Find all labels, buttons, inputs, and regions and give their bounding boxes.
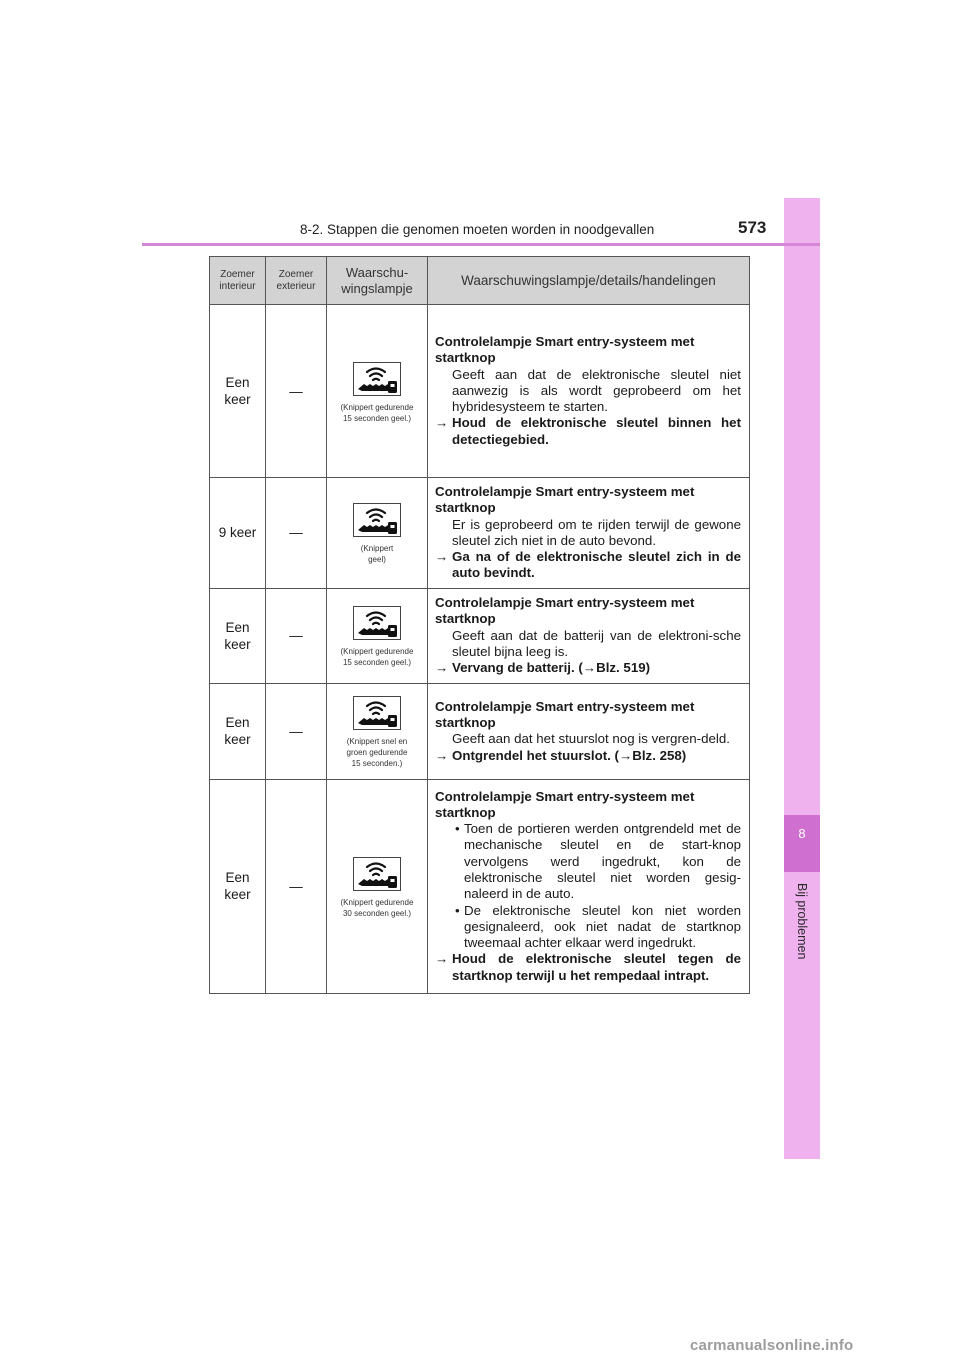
smart-key-indicator-icon: [353, 857, 401, 891]
details-cell: Controlelampje Smart entry-systeem met startknop • Toen de portieren werden ontgrendeld met de mechanische sleutel en de start-knop vervolgens werd ingedrukt, kon de elektronische sleutel niet worden gesig-naleerd in de auto. • De elektronische sleutel kon niet worden gesignaleerd, ook niet nadat de startknop tweemaal achter elkaar werd ingedrukt. → Houd de elektronische sleutel tegen de startknop terwijl u het rempedaal intrapt.: [428, 779, 750, 993]
table-row: [210, 588, 750, 683]
chapter-label: Bij problemen: [795, 883, 809, 960]
table-row: [210, 779, 750, 993]
interior-buzzer-cell: 9 keer: [210, 478, 266, 589]
exterior-buzzer-cell: —: [266, 683, 327, 779]
action-text: → Vervang de batterij. (→Blz. 519): [435, 660, 651, 676]
header-interior-buzzer: Zoemer interieur: [210, 257, 266, 305]
interior-buzzer-cell: Een keer: [210, 779, 266, 993]
interior-buzzer-cell: Een keer: [210, 305, 266, 478]
interior-buzzer-cell: Een keer: [210, 588, 266, 683]
details-cell: Controlelampje Smart entry-systeem met startknop Geeft aan dat het stuurslot nog is vergren-deld. → Ontgrendel het stuurslot. (→Blz. 258): [428, 683, 750, 779]
watermark: carmanualsonline.info: [690, 1337, 854, 1354]
action-text: → Ga na of de elektronische sleutel zich in de auto bevindt.: [435, 549, 741, 581]
page-reference-link[interactable]: →Blz. 519): [582, 660, 651, 676]
action-text: → Houd de elektronische sleutel tegen de startknop terwijl u het rempedaal intrapt.: [435, 951, 741, 983]
header-exterior-buzzer: Zoemer exterieur: [266, 257, 327, 305]
exterior-buzzer-cell: —: [266, 478, 327, 589]
table-row: [210, 478, 750, 589]
section-header: 8-2. Stappen die genomen moeten worden in noodgevallen: [300, 222, 655, 237]
table-header-row: [210, 257, 750, 305]
warning-lamp-cell: (Knippert snel en groen gedurende 15 seconden.): [327, 683, 428, 779]
exterior-buzzer-cell: —: [266, 305, 327, 478]
header-details: Waarschuwingslampje/details/handelingen: [428, 257, 750, 305]
smart-key-indicator-icon: [353, 606, 401, 640]
warning-lamp-cell: (Knippert gedurende 15 seconden geel.): [327, 305, 428, 478]
details-cell: Controlelampje Smart entry-systeem met startknop Er is geprobeerd om te rijden terwijl de gewone sleutel zich niet in de auto bevond. → Ga na of de elektronische sleutel zich in de auto bevindt.: [428, 478, 750, 589]
page-number: 573: [738, 218, 767, 237]
details-cell: Controlelampje Smart entry-systeem met startknop Geeft aan dat de elektronische sleutel niet aanwezig is als wordt geprobeerd om het hybridesysteem te starten. → Houd de elektronische sleutel binnen het detectiegebied.: [428, 305, 750, 478]
table-row: [210, 683, 750, 779]
exterior-buzzer-cell: —: [266, 779, 327, 993]
header-warning-lamp: Waarschu- wingslampje: [327, 257, 428, 305]
warning-lamp-cell: (Knippert geel): [327, 478, 428, 589]
smart-key-indicator-icon: [353, 503, 401, 537]
chapter-number: 8: [798, 826, 806, 841]
warning-table: [209, 256, 750, 994]
smart-key-indicator-icon: [353, 696, 401, 730]
warning-lamp-cell: (Knippert gedurende 30 seconden geel.): [327, 779, 428, 993]
page-reference-link[interactable]: →Blz. 258): [618, 747, 687, 763]
action-text: → Houd de elektronische sleutel binnen het detectiegebied.: [435, 415, 741, 447]
warning-lamp-cell: (Knippert gedurende 15 seconden geel.): [327, 588, 428, 683]
smart-key-indicator-icon: [353, 362, 401, 396]
details-cell: Controlelampje Smart entry-systeem met startknop Geeft aan dat de batterij van de elektroni-sche sleutel bijna leeg is. → Vervang de batterij. (→Blz. 519): [428, 588, 750, 683]
list-item: • Toen de portieren werden ontgrendeld met de mechanische sleutel en de start-knop vervolgens werd ingedrukt, kon de elektronische sleutel niet worden gesig-naleerd in de auto.: [455, 821, 741, 902]
interior-buzzer-cell: Een keer: [210, 683, 266, 779]
chapter-tab: [784, 198, 820, 1159]
header-rule: [142, 243, 820, 246]
chapter-number-block: [784, 815, 820, 872]
action-text: → Ontgrendel het stuurslot. (→Blz. 258): [435, 747, 687, 763]
list-item: • De elektronische sleutel kon niet worden gesignaleerd, ook niet nadat de startknop tweemaal achter elkaar werd ingedrukt.: [455, 902, 741, 951]
table-row: [210, 305, 750, 478]
exterior-buzzer-cell: —: [266, 588, 327, 683]
